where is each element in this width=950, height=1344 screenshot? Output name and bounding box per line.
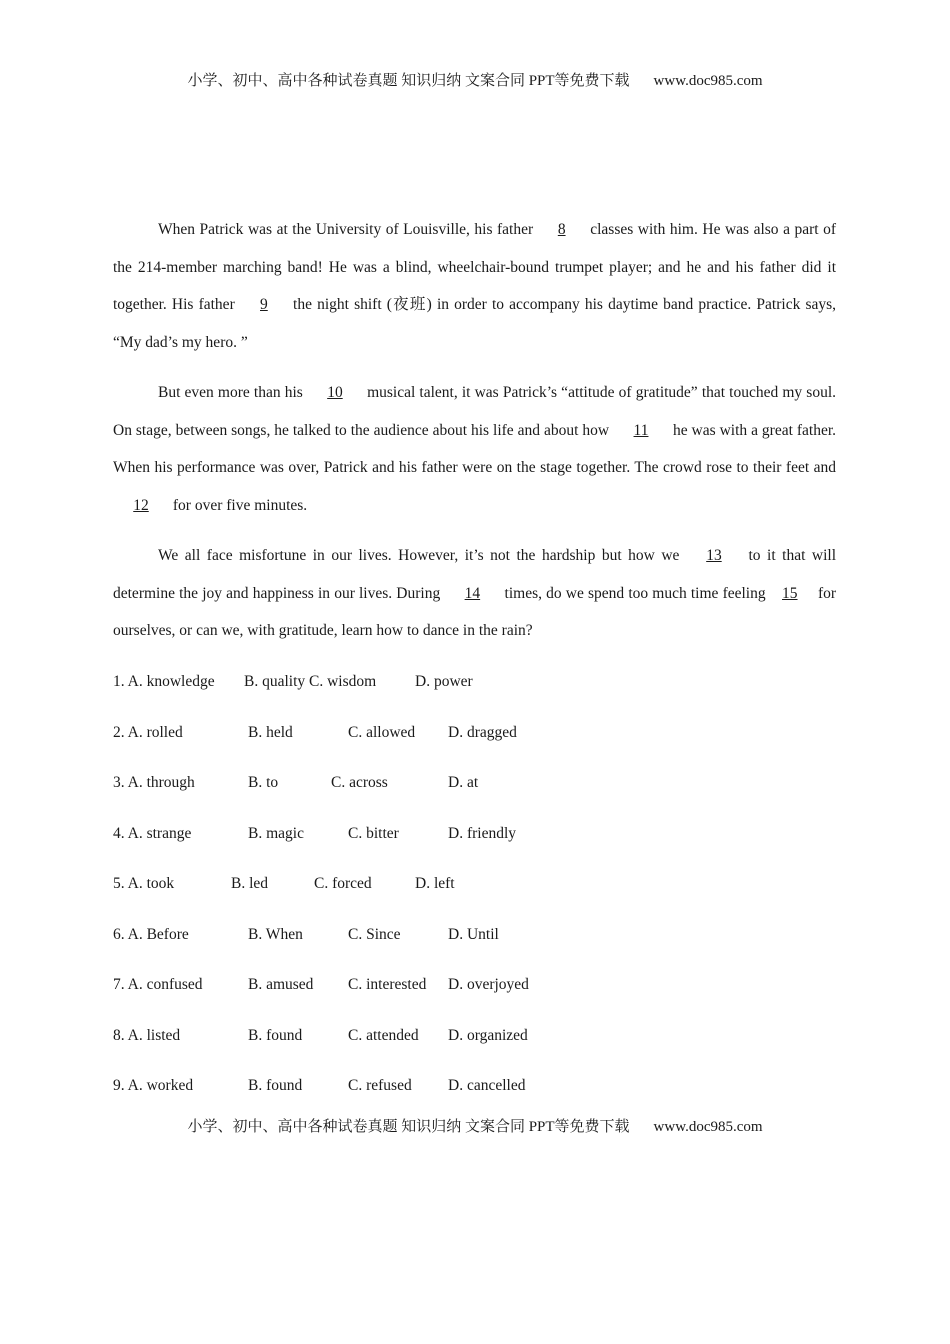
passage-text: classes with him. He was also a part of the 214-member marching band! He was a blind, wheelchair-bound trumpet player; and he and his father did it together. His father: [113, 221, 837, 313]
option-b: B. amused: [248, 976, 314, 993]
blank-11: 11: [633, 421, 649, 439]
passage-text: to it that will determine the joy and happiness in our lives. During: [113, 547, 837, 602]
footer-text: 小学、初中、高中各种试卷真题 知识归纳 文案合同 PPT等免费下载: [187, 1119, 630, 1135]
blank-9: 9: [260, 296, 268, 313]
option-c: C. interested: [348, 976, 427, 993]
blank-14: 14: [464, 584, 481, 602]
option-a: 5. A. took: [113, 875, 175, 892]
option-c: C. forced: [314, 875, 372, 892]
blank-10: 10: [327, 384, 343, 401]
footer-banner: [0, 1115, 950, 1136]
header-text: 小学、初中、高中各种试卷真题 知识归纳 文案合同 PPT等免费下载: [187, 73, 630, 89]
passage-text: he was with a great father. When his performance was over, Patrick and his father were on the stage together. The crowd rose to their feet and: [113, 421, 837, 476]
question-4: [113, 823, 833, 845]
option-d: D. Until: [448, 926, 499, 943]
blank-8: 8: [557, 221, 566, 238]
option-a: 3. A. through: [113, 774, 195, 791]
option-c: C. allowed: [348, 724, 416, 741]
question-8: [113, 1025, 833, 1047]
question-5: [113, 873, 833, 895]
passage-paragraph-2: [113, 374, 836, 524]
option-d: D. organized: [448, 1027, 528, 1044]
passage-text: the night shift (夜班) in order to accompany his daytime band practice. Patrick says, “My dad’s my hero. ”: [113, 296, 837, 351]
passage-text: We all face misfortune in our lives. However, it’s not the hardship but how we: [158, 547, 680, 564]
option-d: D. power: [415, 673, 473, 690]
option-a: 7. A. confused: [113, 976, 203, 993]
header-banner: [0, 69, 950, 90]
passage-text: When Patrick was at the University of Louisville, his father: [158, 221, 534, 238]
option-c: C. bitter: [348, 825, 399, 842]
option-c: C. attended: [348, 1027, 419, 1044]
option-b-c: B. quality C. wisdom: [244, 673, 377, 690]
option-a: 4. A. strange: [113, 825, 192, 842]
header-site-link[interactable]: www.doc985.com: [653, 73, 763, 89]
option-d: D. dragged: [448, 724, 517, 741]
option-b: B. to: [248, 774, 279, 791]
blank-12: 12: [133, 496, 149, 514]
question-9: [113, 1075, 833, 1097]
passage-text: musical talent, it was Patrick’s “attitude of gratitude” that touched my soul. On stage, between songs, he talked to the audience about his life and about how: [113, 384, 837, 439]
passage-text: for ourselves, or can we, with gratitude, learn how to dance in the rain?: [113, 584, 837, 639]
option-a: 8. A. listed: [113, 1027, 181, 1044]
option-b: B. When: [248, 926, 303, 943]
blank-13: 13: [706, 547, 722, 564]
passage-text: times, do we spend too much time feeling: [504, 584, 766, 602]
question-1: [113, 671, 833, 693]
blank-15: 15: [782, 584, 798, 602]
passage-text: But even more than his: [158, 384, 303, 401]
option-a: 2. A. rolled: [113, 724, 183, 741]
option-c: C. across: [331, 774, 388, 791]
option-c: C. refused: [348, 1077, 412, 1094]
question-3: [113, 772, 833, 794]
option-d: D. cancelled: [448, 1077, 526, 1094]
option-a: 1. A. knowledge: [113, 673, 215, 690]
passage-text: for over five minutes.: [172, 496, 308, 514]
option-b: B. found: [248, 1027, 303, 1044]
question-6: [113, 924, 833, 946]
option-d: D. left: [415, 875, 455, 892]
option-a: 6. A. Before: [113, 926, 189, 943]
option-d: D. at: [448, 774, 479, 791]
question-2: [113, 722, 833, 744]
option-b: B. found: [248, 1077, 303, 1094]
passage-paragraph-1: [113, 211, 836, 361]
option-b: B. led: [231, 875, 269, 892]
question-7: [113, 974, 833, 996]
option-d: D. friendly: [448, 825, 517, 842]
option-b: B. magic: [248, 825, 304, 842]
option-b: B. held: [248, 724, 293, 741]
passage-paragraph-3: [113, 537, 836, 650]
footer-site-link[interactable]: www.doc985.com: [653, 1119, 763, 1135]
option-c: C. Since: [348, 926, 401, 943]
option-d: D. overjoyed: [448, 976, 529, 993]
option-a: 9. A. worked: [113, 1077, 194, 1094]
